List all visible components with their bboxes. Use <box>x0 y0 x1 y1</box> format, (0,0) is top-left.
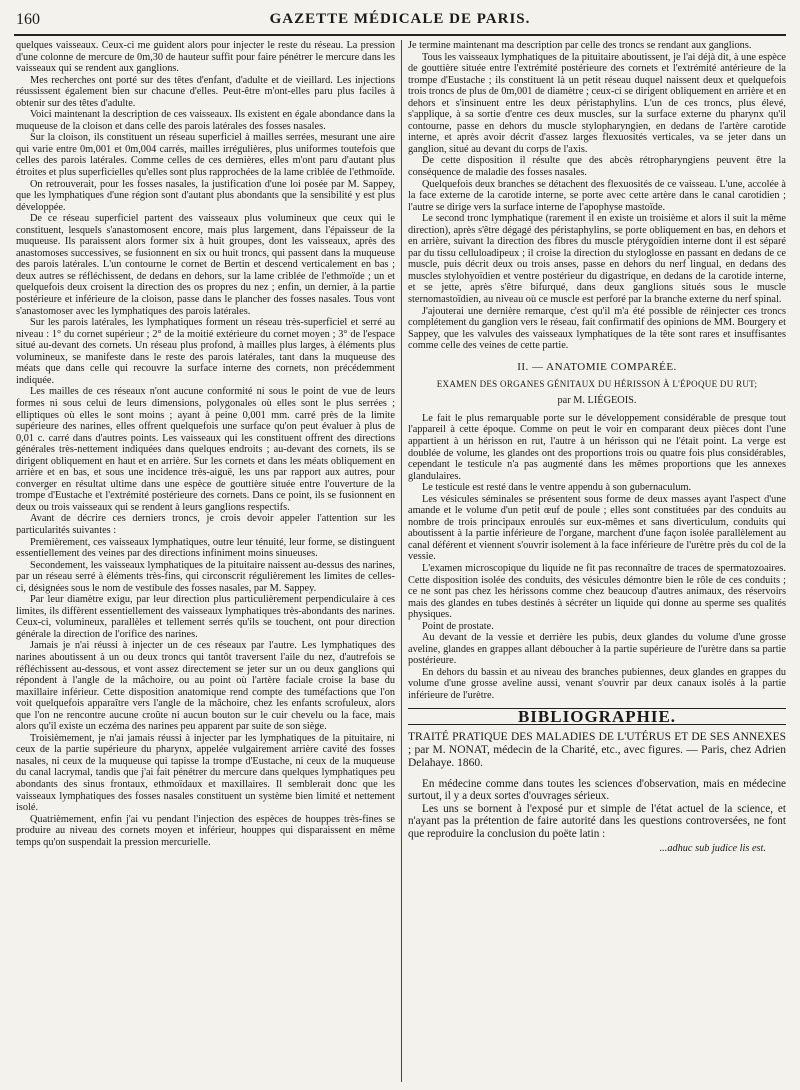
paragraph: En médecine comme dans toutes les sciences d'observation, mais en médecine surtout, il y a deux sortes d'ouvrages sérieux. <box>408 778 786 803</box>
column-divider <box>401 40 402 1082</box>
journal-title: GAZETTE MÉDICALE DE PARIS. <box>269 11 531 27</box>
left-column <box>16 40 395 1082</box>
paragraph: Le fait le plus remarquable porte sur le développement considérable de presque tout l'appareil à cette époque. Comme on peut le voir en comparant deux pièces dont l'une appartient à un hérisson en rut, l'autre à un hérisson qui ne l'était point. La verge est doublée de volume, les glandes ont des proportions trois ou quatre fois plus considérables, cependant le testicule n'a pas augmenté dans les mêmes proportions que les annexes glandulaires. <box>408 412 786 482</box>
paragraph: Je termine maintenant ma description par celle des troncs se rendant aux ganglions. <box>408 40 752 51</box>
article-subtitle: EXAMEN DES ORGANES GÉNITAUX DU HÉRISSON À L'ÉPOQUE DU RUT; <box>436 379 758 390</box>
paragraph: Les mailles de ces réseaux n'ont aucune conformité ni sous le point de vue de leurs formes ni sous celui de leurs dimensions, polygonales où elles sont le plus serrées ; elliptiques où elles le sont moins ; ayant à peine 0,001 mm. carré près de la limite supérieure des narines, elles offrent quelquefois une surface qu'on peut évaluer à plus de 0,01 c. carré dans d'autres points. Les vaisseaux qui les constituent offrent des directions générales très-nettement indiquées dans quelques endroits ; au-devant des cornets, ils se dirigent obliquement en haut et en arrière. Sur les cornets et dans les méats obliquement en arrière et en bas, et sous une incidence très-aiguë, les uns par rapport aux autres, pour converger en résultat ultime dans une espèce de gouttière située entre l'ouverture de la trompe d'Eustache et l'extrémité postérieure des cornets. Dans ce point, ils se fusionnent en deux ou trois vaisseaux qui se rendent à leurs ganglions respectifs. <box>16 386 395 513</box>
paragraph: Jamais je n'ai réussi à injecter un de ces réseaux par l'autre. Les lymphatiques des narines aboutissent à un ou deux troncs qui tantôt traversent l'aile du nez, d'autrefois se réfléchissent au-dessous, et vont assez directement se jeter sur un ou deux ganglions qui répondent à l'angle de la mâchoire, ou au point où l'artère faciale croise la base du maxillaire inférieur. Cette disposition anatomique rend compte des tuméfactions que l'on voit quelquefois apparaître vers l'angle de la mâchoire, chez les enfants scrofuleux, alors que l'on ne rencontre aucune croûte ni aucun bouton sur le cuir chevelu ou la face, mais alors qu'il existe un eczéma des narines peu apparent par suite de son siège. <box>16 640 395 733</box>
paragraph: Le testicule est resté dans le ventre appendu à son gubernaculum. <box>422 482 692 494</box>
paragraph: L'examen microscopique du liquide ne fit pas reconnaître de traces de spermatozoaires. Cette disposition isolée des conduits, des vésicules démontre bien le rôle de ces conduits ; ce ne sont pas chez les hérissons comme chez beaucoup d'autres animaux, des réservoirs mais des glandes en tubes destinés à sécréter un liquide qui donne au sperme ses qualités physiques. <box>408 562 786 621</box>
page-number: 160 <box>16 11 40 28</box>
paragraph: Voici maintenant la description de ces vaisseaux. Ils existent en égale abondance dans la muqueuse de la cloison et dans celle des parois latérales des fosses nasales. <box>16 109 395 132</box>
book-entry: TRAITÉ PRATIQUE DES MALADIES DE L'UTÉRUS ET DE SES ANNEXES ; par M. NONAT, médecin de la Charité, etc., avec figures. — Paris, chez Adrien Delahaye. 1860. <box>408 731 786 770</box>
page-header <box>14 8 786 36</box>
paragraph: Par leur diamètre exigu, par leur direction plus particulièrement perpendiculaire à ces limites, ils diffèrent essentiellement des vaisseaux lymphatiques très-abondants des narines. Ceux-ci, volumineux, parallèles et tellement serrés qu'ils se touchent, ont pour direction générale la direction de l'orifice des narines. <box>16 594 395 640</box>
latin-quote: ...adhuc sub judice lis est. <box>659 843 766 855</box>
paragraph: Point de prostate. <box>422 620 494 632</box>
paragraph: On retrouverait, pour les fosses nasales, la justification d'une loi posée par M. Sappey, que les lymphatiques d'une région sont d'autant plus abondants que la sensibilité y est plus développée. <box>16 178 395 213</box>
paragraph: Avant de décrire ces derniers troncs, je crois devoir appeler l'attention sur les particularités suivantes : <box>16 513 395 536</box>
paragraph: Les vésicules séminales se présentent sous forme de deux masses ayant l'aspect d'une amande et le volume d'un petit œuf de poule ; elles sont constituées par des conduits au nombre de trois principaux enroulés sur eux-mêmes et sans diverticulum, conduits qui aboutissent à la partie inférieure de l'organe, marchent d'une façon isolée parallèlement au canal déférent et viennent s'ouvrir isolement à la face inférieure de l'urètre près du col de la vessie. <box>408 493 786 563</box>
paragraph: Sur les parois latérales, les lymphatiques forment un réseau très-superficiel et serré au niveau : 1° du cornet supérieur ; 2° de la moitié extérieure du cornet moyen ; 3° de l'espace situé au-devant des cornets. Un réseau plus profond, à mailles plus larges, à éléments plus volumineux, se manifeste dans le reste des parois latérales, tant dans la muqueuse des méats que dans celle qui recouvre la surface interne des cornets, non précédemment indiquée. <box>16 317 395 386</box>
paragraph: De ce réseau superficiel partent des vaisseaux plus volumineux que ceux qui le constituent, lesquels s'anastomosent encore, mais plus largement, dans l'épaisseur de la muqueuse. Ils paraissent alors former six à huit groupes, dont les vaisseaux, après des anastomoses successives, se fusionnent en six ou huit troncs, qui passent dans la muqueuse des parois latérales. L'un contourne le cornet de Bertin et descend verticalement en bas ; deux autres se réfléchissent, de dedans en dehors, sur la lame criblée de l'ethmoïde ; un et quelquefois deux croisent la direction des os propres du nez ; enfin, un dernier, à la partie postérieure et inférieure de la cloison, passe dans le plancher des fosses nasales. Tous vont s'anastomoser avec les lymphatiques des parois latérales. <box>16 213 395 317</box>
paragraph: Sur la cloison, ils constituent un réseau superficiel à mailles serrées, mesurant une aire qui varie entre 0m,001 et 0m,004 carrés, mailles irrégulières, plus uniformes toutefois que celles des parois latérales. Comme celles de ces dernières, elles m'ont paru d'autant plus étroites et plus superficielles qu'elles sont plus rapprochées de la lame criblée de l'ethmoïde. <box>16 132 395 179</box>
article-author: par M. LIÉGEOIS. <box>557 395 637 407</box>
paragraph: Quelquefois deux branches se détachent des flexuosités de ce vaisseau. L'une, accolée à la face externe de la carotide interne, se porte avec cette artère dans le canal carotidien ; l'autre se dirige vers la surface interne de l'apophyse mastoïde. <box>408 178 786 213</box>
paragraph: Les uns se bornent à l'exposé pur et simple de l'état actuel de la science, et n'ayant pas la prétention de faire autorité dans les questions controversées, ne font que reproduire la conclusion du poëte latin : <box>408 802 786 840</box>
paragraph: Tous les vaisseaux lymphatiques de la pituitaire aboutissent, je l'ai déjà dit, à une espèce de gouttière située entre l'extrémité postérieure des cornets et l'extrémité antérieure de la trompe d'Eustache ; ils constituent là un petit réseau duquel naissent deux et quelquefois trois troncs de plus de 0m,001 de diamètre ; ceux-ci se dirigent obliquement en arrière et en dehors et s'insinuent entre les deux péristaphylins. L'un de ces troncs, plus élevé, s'applique, à sa sortie d'entre ces deux muscles, sur la surface externe du pharynx qu'il contourne, passe en dehors du muscle stylopharyngien, en dedans de l'artère carotide interne, et après avoir décrit d'assez larges flexuosités verticales, va se jeter dans un ganglion, situé au devant du corps de l'axis. <box>408 51 786 155</box>
paragraph: quelques vaisseaux. Ceux-ci me guident alors pour injecter le reste du réseau. La pression d'une colonne de mercure de 0m,30 de hauteur suffit pour faire pénétrer le mercure dans les vaisseaux qui se rendent aux ganglions. <box>16 40 395 75</box>
paragraph: J'ajouterai une dernière remarque, c'est qu'il m'a été possible de réinjecter ces troncs complétement du ganglion vers le réseau, fait confirmatif des opinions de MM. Bourgery et Sappey, que les valvules des vaisseaux lymphatiques de la tête sont rares et insuffisantes comme celle des veines de cette partie. <box>408 305 786 352</box>
paragraph: Quatrièmement, enfin j'ai vu pendant l'injection des espèces de houppes très-fines se produire au niveau des cornets moyen et inférieur, houppes qui disparaissent en même temps qu'on suspendait la pression mercurielle. <box>16 813 395 848</box>
section-title: II. — ANATOMIE COMPARÉE. <box>517 360 677 373</box>
paragraph: Mes recherches ont porté sur des têtes d'enfant, d'adulte et de vieillard. Les injections réussissent également bien sur chacune d'elles. Peut-être m'ont-elles paru plus faciles à obtenir sur des têtes d'adulte. <box>16 74 395 109</box>
paragraph: Premièrement, ces vaisseaux lymphatiques, outre leur ténuité, leur forme, se distinguent essentiellement des veines par des directions infiniment moins sinueuses. <box>16 536 395 560</box>
paragraph: De cette disposition il résulte que des abcès rétropharyngiens peuvent être la conséquence de maladie des fosses nasales. <box>408 155 786 179</box>
paragraph: Le second tronc lymphatique (rarement il en existe un troisième et alors il suit la même direction), après s'être dégagé des péristaphylins, se porte obliquement en bas, en dehors et en arrière, suivant la direction des fibres du muscle ptérygoïdien interne dont il est séparé par du tissu celluloadipeux ; il croise la direction du styloglosse en passant en dedans de ce muscle, puis décrit deux ou trois anses, passe en dehors du nerf lingual, en dedans des muscles stylohyoïdien et ventre postérieur du digastrique, en dedans de la carotide interne, et se jette, après s'être bifurqué, dans deux ganglions situés sous le muscle sternomastoïdien, au niveau où ce muscle est perforé par la branche externe du nerf spinal. <box>408 213 786 306</box>
paragraph: Troisièmement, je n'ai jamais réussi à injecter par les lymphatiques de la pituitaire, ni ceux de la partie supérieure du pharynx, appelée vulgairement arrière cavité des fosses nasales, ni ceux de la muqueuse qui tapisse la trompe d'Eustache, ni ceux de la muqueuse du canal lacrymal, tandis que j'ai fait pénétrer du mercure dans quelques lymphatiques peu abondants des sinus frontaux, ethmoïdaux et maxillaires. Il semblerait donc que les vaisseaux lymphatiques des fosses nasales constituent un système bien limité et nettement isolé. <box>16 732 395 814</box>
right-column <box>408 40 786 1082</box>
bibliography-heading: BIBLIOGRAPHIE. <box>408 708 786 726</box>
paragraph: En dehors du bassin et au niveau des branches pubiennes, deux glandes en grappes du volume d'une grosse aveline aussi, venant s'ouvrir par deux canaux isolés à la partie inférieure de l'urètre. <box>408 666 786 701</box>
paragraph: Secondement, les vaisseaux lymphatiques de la pituitaire naissent au-dessus des narines, par un réseau serré à éléments très-fins, qui circonscrit régulièrement les limites de celles-ci, désignées sous le nom de vestibule des fosses nasales, par M. Sappey. <box>16 559 395 594</box>
paragraph: Au devant de la vessie et derrière les pubis, deux glandes du volume d'une grosse aveline, glandes en grappes allant déboucher à la partie supérieure de l'urètre dans sa partie postérieure. <box>408 632 786 667</box>
